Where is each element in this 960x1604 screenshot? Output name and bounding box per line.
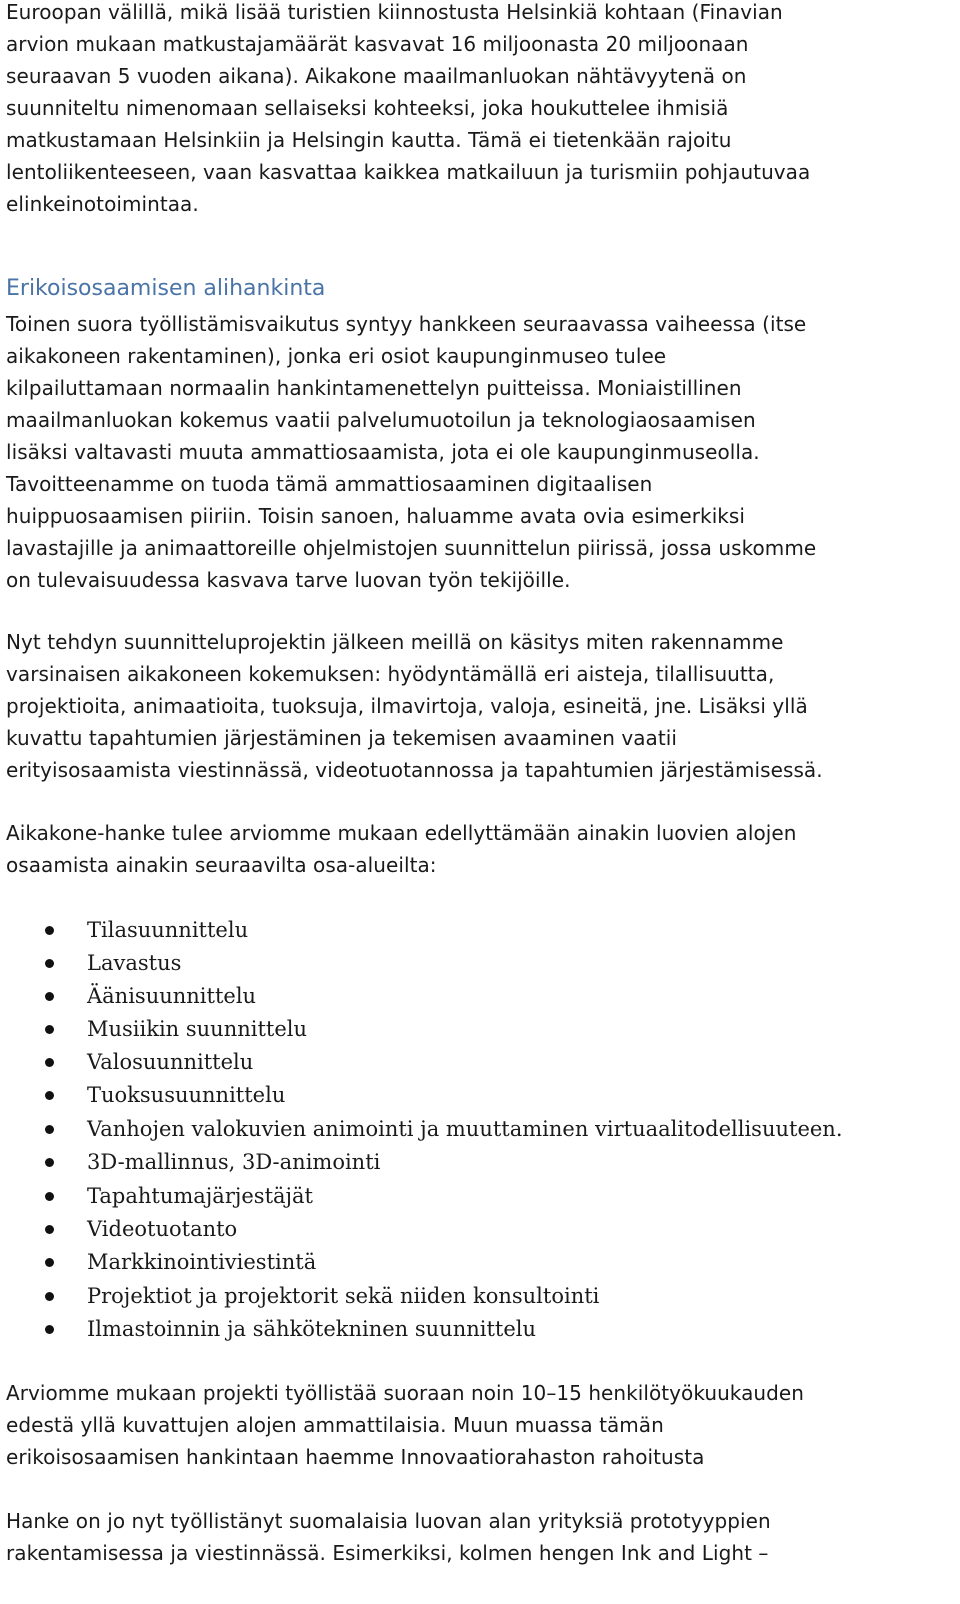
list-item [0,1213,940,1245]
list-item-label: Musiikin suunnittelu [87,1017,308,1041]
bullet-icon [45,1058,54,1067]
text-line: kilpailuttamaan normaalin hankintamenettelyn puitteissa. Moniaistillinen [6,376,742,400]
list-item-label: Tilasuunnittelu [87,918,249,942]
list-item-label: Markkinointiviestintä [87,1250,317,1274]
text-line: osaamista ainakin seuraavilta osa-alueilta: [6,853,437,877]
text-line: seuraavan 5 vuoden aikana). Aikakone maailmanluokan nähtävyytenä on [6,64,747,88]
text-line: on tulevaisuudessa kasvava tarve luovan työn tekijöille. [6,568,571,592]
bullet-icon [45,1158,54,1167]
list-item-label: Tapahtumajärjestäjät [87,1184,313,1208]
bullet-icon [45,1091,54,1100]
text-line: rakentamisessa ja viestinnässä. Esimerkiksi, kolmen hengen Ink and Light – [6,1541,769,1565]
list-item [0,1013,940,1045]
list-item [0,1180,940,1212]
bullet-icon [45,959,54,968]
text-line: lentoliikenteeseen, vaan kasvattaa kaikkea matkailuun ja turismiin pohjautuvaa [6,160,811,184]
text-line: huippuosaamisen piiriin. Toisin sanoen, haluamme avata ovia esimerkiksi [6,504,746,528]
bullet-icon [45,1025,54,1034]
text-line: projektioita, animaatioita, tuoksuja, ilmavirtoja, valoja, esineitä, jne. Lisäksi yllä [6,694,808,718]
text-line: elinkeinotoimintaa. [6,192,199,216]
list-item [0,1280,940,1312]
text-line: edestä yllä kuvattujen alojen ammattilaisia. Muun muassa tämän [6,1413,664,1437]
text-line: lavastajille ja animaattoreille ohjelmistojen suunnittelun piirissä, jossa uskomme [6,536,817,560]
list-item [0,1246,940,1278]
list-item-label: Valosuunnittelu [87,1050,254,1074]
text-line: aikakoneen rakentaminen), jonka eri osiot kaupunginmuseo tulee [6,344,667,368]
text-line: Arviomme mukaan projekti työllistää suoraan noin 10–15 henkilötyökuukauden [6,1381,804,1405]
text-line: arvion mukaan matkustajamäärät kasvavat 16 miljoonasta 20 miljoonaan [6,32,749,56]
bullet-icon [45,1292,54,1301]
text-line: Toinen suora työllistämisvaikutus syntyy hankkeen seuraavassa vaiheessa (itse [6,312,807,336]
bullet-icon [45,1192,54,1201]
list-item-label: Lavastus [87,951,182,975]
list-item-label: Äänisuunnittelu [87,984,257,1008]
bullet-icon [45,1125,54,1134]
bullet-icon [45,992,54,1001]
text-line: Aikakone-hanke tulee arviomme mukaan edellyttämään ainakin luovien alojen [6,821,797,845]
bullet-icon [45,1225,54,1234]
list-item [0,1046,940,1078]
text-line: matkustamaan Helsinkiin ja Helsingin kautta. Tämä ei tietenkään rajoitu [6,128,732,152]
list-item [0,914,940,946]
text-line: Hanke on jo nyt työllistänyt suomalaisia luovan alan yrityksiä prototyyppien [6,1509,771,1533]
text-line: kuvattu tapahtumien järjestäminen ja tekemisen avaaminen vaatii [6,726,677,750]
list-item [0,980,940,1012]
list-item-label: 3D-mallinnus, 3D-animointi [87,1150,381,1174]
list-item-label: Tuoksusuunnittelu [87,1083,286,1107]
text-line: lisäksi valtavasti muuta ammattiosaamista, jota ei ole kaupunginmuseolla. [6,440,760,464]
text-line: suunniteltu nimenomaan sellaiseksi kohteeksi, joka houkuttelee ihmisiä [6,96,729,120]
list-item [0,1146,940,1178]
bullet-icon [45,1258,54,1267]
list-item [0,1313,940,1345]
list-item [0,947,940,979]
list-item-label: Projektiot ja projektorit sekä niiden konsultointi [87,1284,600,1308]
list-item-label: Ilmastoinnin ja sähkötekninen suunnittelu [87,1317,537,1341]
bullet-icon [45,1325,54,1334]
text-line: erityisosaamista viestinnässä, videotuotannossa ja tapahtumien järjestämisessä. [6,758,823,782]
text-line: varsinaisen aikakoneen kokemuksen: hyödyntämällä eri aisteja, tilallisuutta, [6,662,775,686]
text-line: erikoisosaamisen hankintaan haemme Innovaatiorahaston rahoitusta [6,1445,705,1469]
list-item-label: Vanhojen valokuvien animointi ja muuttaminen virtuaalitodellisuuteen. [87,1117,843,1141]
text-line: maailmanluokan kokemus vaatii palvelumuotoilun ja teknologiaosaamisen [6,408,756,432]
list-item [0,1113,940,1145]
list-item-label: Videotuotanto [87,1217,238,1241]
list-item [0,1079,940,1111]
section-heading: Erikoisosaamisen alihankinta [6,276,326,301]
text-line: Tavoitteenamme on tuoda tämä ammattiosaaminen digitaalisen [6,472,653,496]
bullet-icon [45,926,54,935]
text-line: Nyt tehdyn suunnitteluprojektin jälkeen meillä on käsitys miten rakennamme [6,630,784,654]
text-line: Euroopan välillä, mikä lisää turistien kiinnostusta Helsinkiä kohtaan (Finavian [6,0,783,24]
